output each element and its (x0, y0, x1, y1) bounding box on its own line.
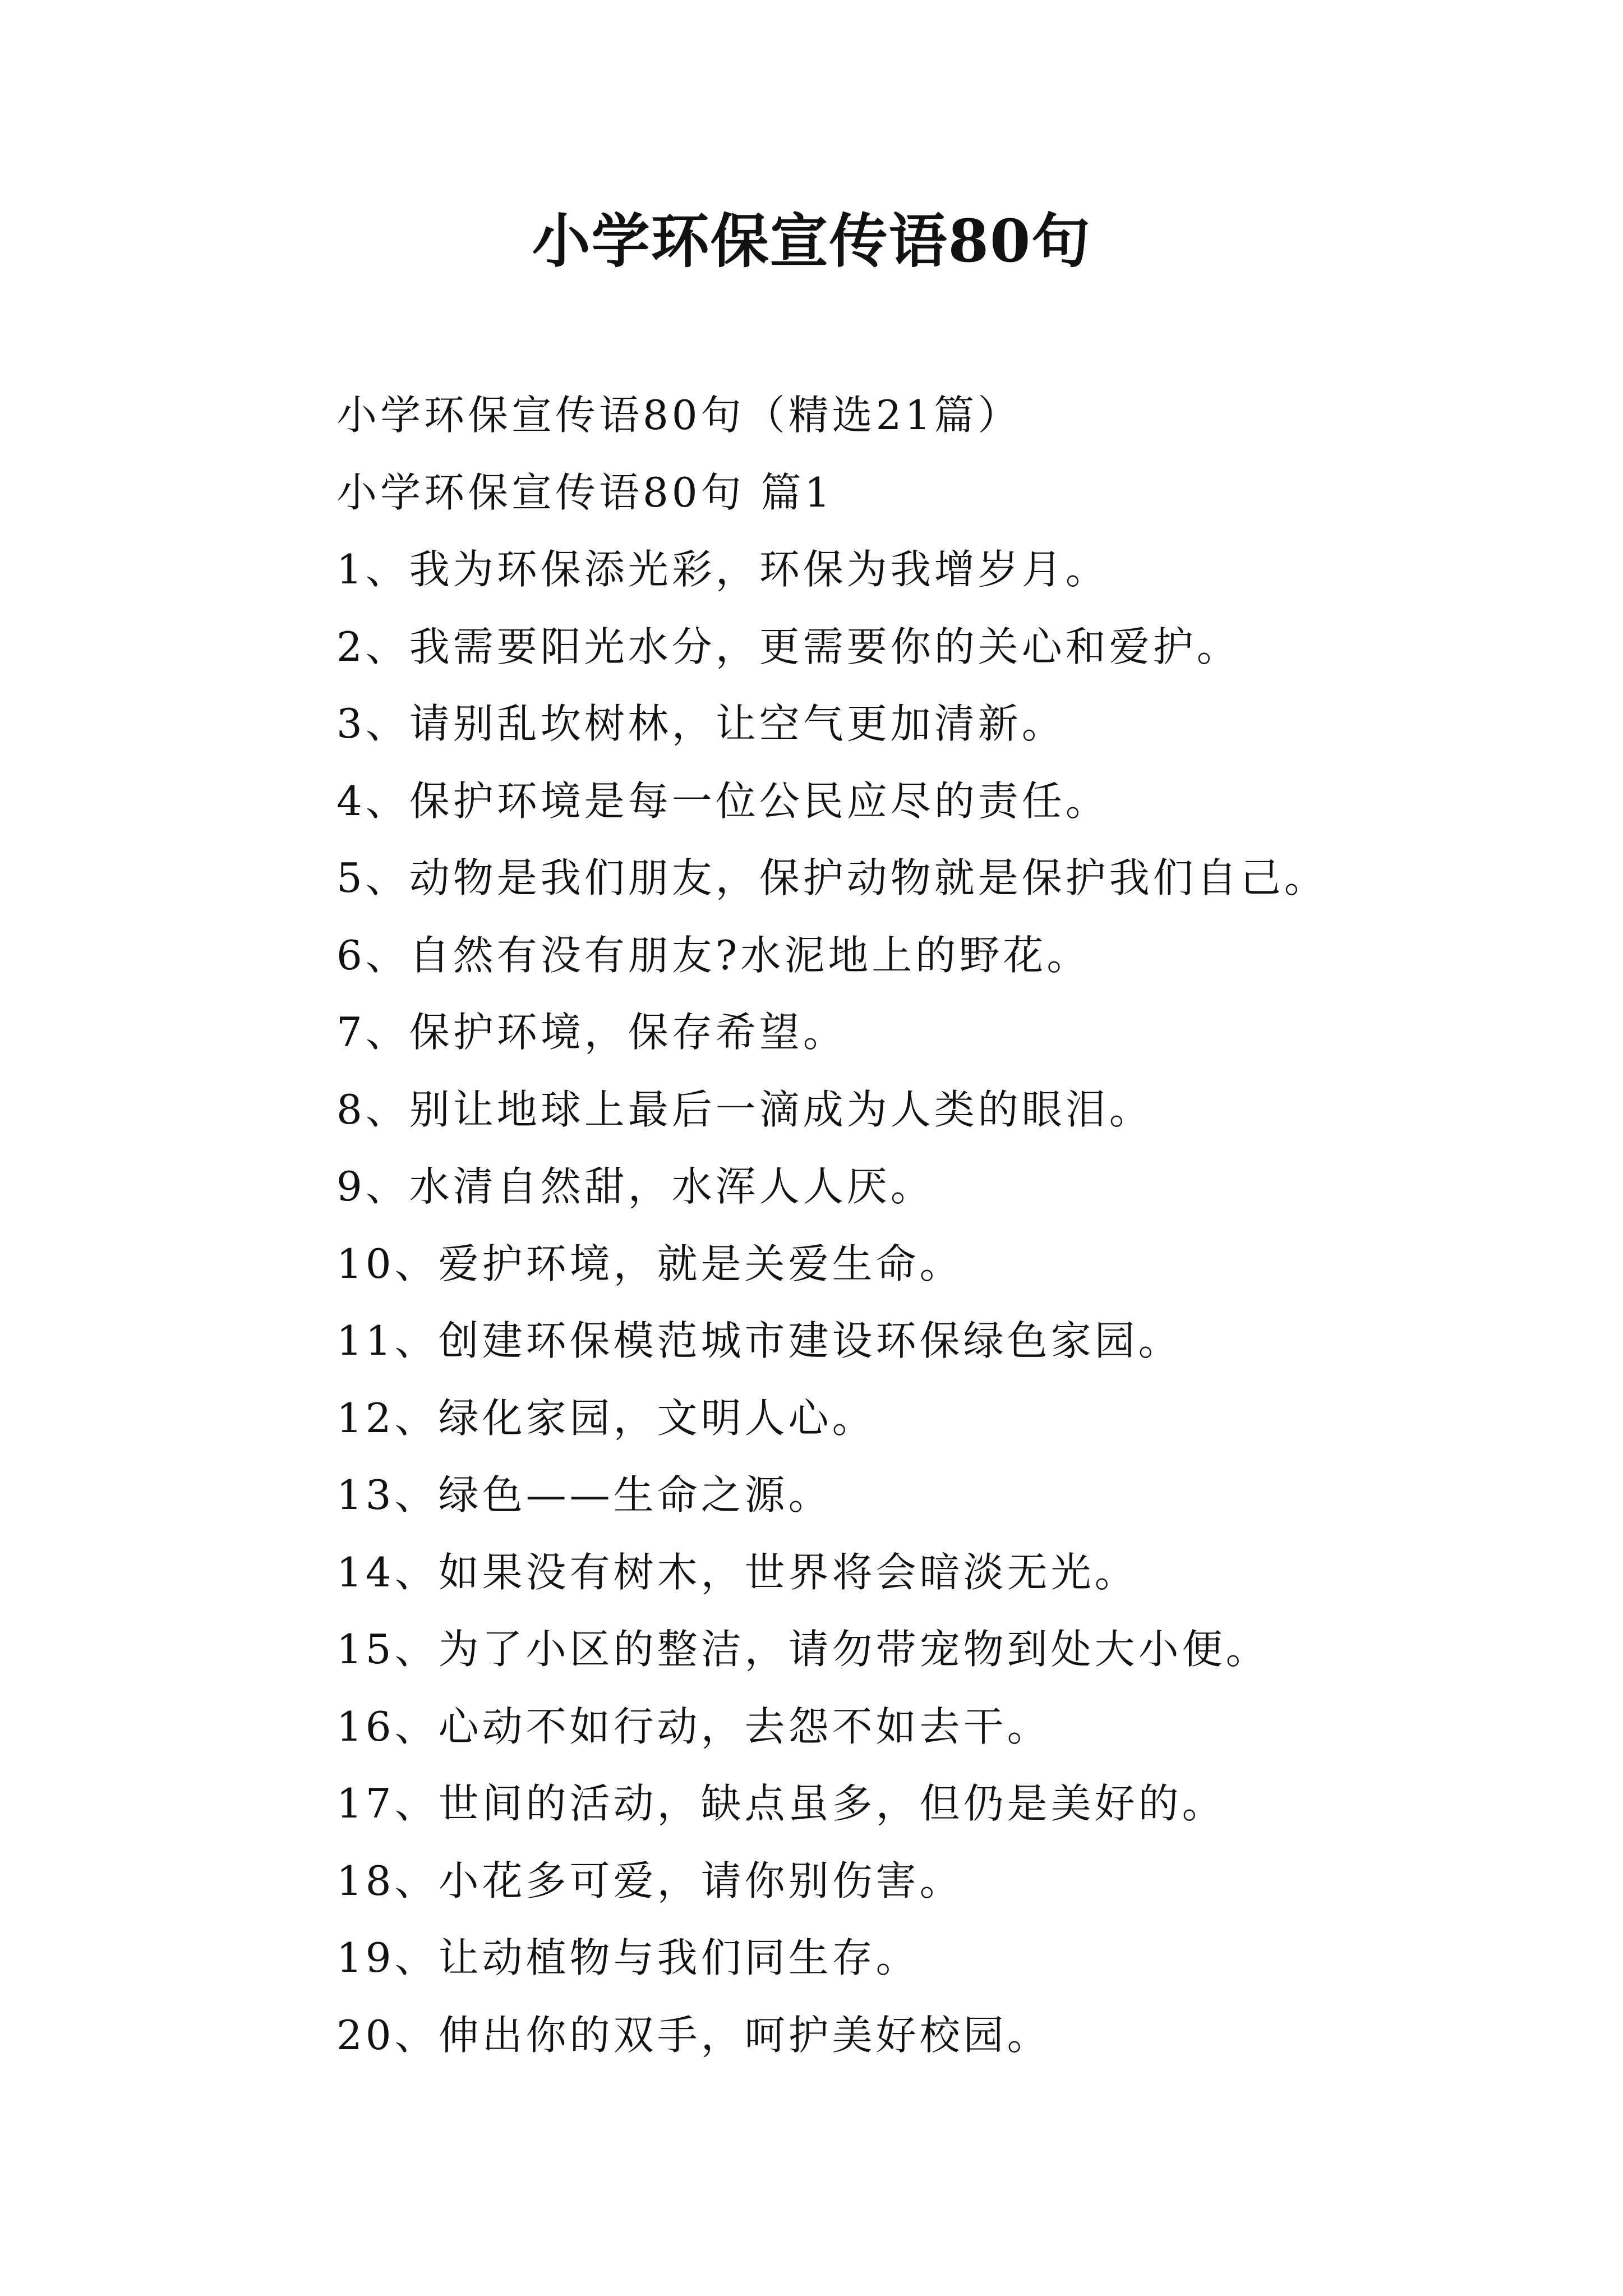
list-item: 15、为了小区的整洁，请勿带宠物到处大小便。 (336, 1626, 1270, 1673)
document-body (336, 377, 1514, 2074)
list-item: 10、爱护环境，就是关爱生命。 (336, 1240, 963, 1287)
list-item: 6、自然有没有朋友?水泥地上的野花。 (336, 931, 1091, 979)
list-item: 11、创建环保模范城市建设环保绿色家园。 (336, 1317, 1182, 1364)
list-item: 14、如果没有树木，世界将会暗淡无光。 (336, 1548, 1138, 1596)
list-item: 18、小花多可爱，请你别伤害。 (336, 1857, 963, 1904)
list-item: 7、保护环境，保存希望。 (336, 1009, 847, 1056)
list-item: 16、心动不如行动，去怨不如去干。 (336, 1703, 1051, 1750)
list-item: 5、动物是我们朋友，保护动物就是保护我们自己。 (336, 854, 1328, 901)
list-item: 13、绿色——生命之源。 (336, 1471, 832, 1519)
list-item: 20、伸出你的双手，呵护美好校园。 (336, 2011, 1051, 2059)
list-item: 19、让动植物与我们同生存。 (336, 1934, 920, 1981)
page-title: 小学环保宣传语80句 (532, 206, 1091, 275)
section-heading: 小学环保宣传语80句 篇1 (336, 468, 834, 516)
list-item: 9、水清自然甜，水浑人人厌。 (336, 1163, 934, 1210)
list-item: 1、我为环保添光彩，环保为我增岁月。 (336, 546, 1109, 593)
document-subtitle: 小学环保宣传语80句（精选21篇） (336, 392, 1022, 439)
list-item: 12、绿化家园，文明人心。 (336, 1394, 876, 1442)
list-item: 8、别让地球上最后一滴成为人类的眼泪。 (336, 1085, 1153, 1133)
list-item: 3、请别乱坎树林，让空气更加清新。 (336, 700, 1066, 747)
list-item: 4、保护环境是每一位公民应尽的责任。 (336, 777, 1109, 825)
list-item: 2、我需要阳光水分，更需要你的关心和爱护。 (336, 623, 1241, 670)
list-item: 17、世间的活动，缺点虽多，但仍是美好的。 (336, 1780, 1226, 1827)
